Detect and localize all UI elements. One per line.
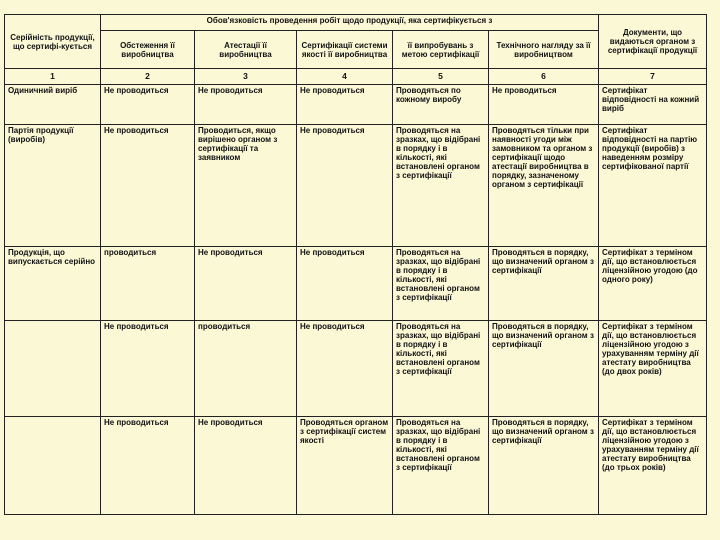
column-number: 3	[195, 69, 297, 85]
table-cell: Не проводиться	[101, 85, 195, 125]
table-cell: Не проводиться	[195, 247, 297, 321]
table-cell: Сертифікат відповідності на кожний виріб	[599, 85, 707, 125]
table-cell: Сертифікат з терміном дії, що встановлюється ліцензійною угодою (до одного року)	[599, 247, 707, 321]
table-cell: Проводяться на зразках, що відібрані в порядку і в кількості, які встановлені органом з сертифікації	[393, 417, 489, 515]
column-number: 4	[297, 69, 393, 85]
column-number: 1	[5, 69, 101, 85]
table-cell: Не проводиться	[101, 417, 195, 515]
table-cell: проводиться	[195, 321, 297, 417]
header-sub-5: Технічного нагляду за її виробництвом	[489, 31, 599, 69]
column-number-row	[5, 69, 707, 85]
table-cell: Не проводиться	[297, 125, 393, 247]
table-cell: Проводяться на зразках, що відібрані в порядку і в кількості, які встановлені органом з сертифікації	[393, 321, 489, 417]
table-cell	[5, 321, 101, 417]
table-cell: проводиться	[101, 247, 195, 321]
table-row-serial-3	[5, 417, 707, 515]
header-docs: Документи, що видаються органом з сертифікації продукції	[599, 15, 707, 69]
table-cell: Проводяться на зразках, що відібрані в порядку і в кількості, які встановлені органом з сертифікації	[393, 247, 489, 321]
table-cell: Проводяться на зразках, що відібрані в порядку і в кількості, які встановлені органом з сертифікації	[393, 125, 489, 247]
table-cell: Сертифікат з терміном дії, що встановлюється ліцензійною угодою з урахуванням терміну дії атестату виробництва (до трьох років)	[599, 417, 707, 515]
header-sub-1: Обстеження її виробництва	[101, 31, 195, 69]
header-serial: Серійність продукції, що сертифі-кується	[5, 15, 101, 69]
table-cell: Сертифікат відповідності на партію продукції (виробів) з наведенням розміру сертифікованої партії	[599, 125, 707, 247]
table-cell: Не проводиться	[101, 321, 195, 417]
table-cell: Проводяться органом з сертифікації систем якості	[297, 417, 393, 515]
table-cell: Проводяться в порядку, що визначений органом з сертифікації	[489, 321, 599, 417]
table-cell: Не проводиться	[297, 321, 393, 417]
table-cell: Сертифікат з терміном дії, що встановлюється ліцензійною угодою з урахуванням терміну дії атестату виробництва (до двох років)	[599, 321, 707, 417]
table-cell: Не проводиться	[297, 247, 393, 321]
header-group: Обов'язковість проведення робіт щодо продукції, яка сертифікується з	[101, 15, 599, 31]
table-row-single	[5, 85, 707, 125]
table-cell	[5, 417, 101, 515]
table-row-serial-2	[5, 321, 707, 417]
table-cell: Проводиться, якщо вирішено органом з сертифікації та заявником	[195, 125, 297, 247]
table-cell: Партія продукції (виробів)	[5, 125, 101, 247]
table-cell: Не проводиться	[489, 85, 599, 125]
header-sub-3: Сертифікації системи якості її виробництва	[297, 31, 393, 69]
table-cell: Не проводиться	[195, 85, 297, 125]
table-row-serial-1	[5, 247, 707, 321]
column-number: 7	[599, 69, 707, 85]
column-number: 5	[393, 69, 489, 85]
table-cell: Не проводиться	[297, 85, 393, 125]
table-cell: Не проводиться	[101, 125, 195, 247]
column-number: 6	[489, 69, 599, 85]
table-cell: Одиничний виріб	[5, 85, 101, 125]
header-sub-4: її випробувань з метою сертифікації	[393, 31, 489, 69]
header-sub-2: Атестації її виробництва	[195, 31, 297, 69]
header-row-1	[5, 15, 707, 31]
table-row-batch	[5, 125, 707, 247]
table-cell: Проводяться по кожному виробу	[393, 85, 489, 125]
table-cell: Проводяться в порядку, що визначений органом з сертифікації	[489, 417, 599, 515]
column-number: 2	[101, 69, 195, 85]
table-cell: Продукція, що випускається серійно	[5, 247, 101, 321]
table-cell: Не проводиться	[195, 417, 297, 515]
table-cell: Проводяться тільки при наявності угоди між замовником та органом з сертифікації щодо атестації виробництва в порядку, зазначеному органом з сертифікації	[489, 125, 599, 247]
table-cell: Проводяться в порядку, що визначений органом з сертифікації	[489, 247, 599, 321]
certification-table	[4, 14, 707, 515]
